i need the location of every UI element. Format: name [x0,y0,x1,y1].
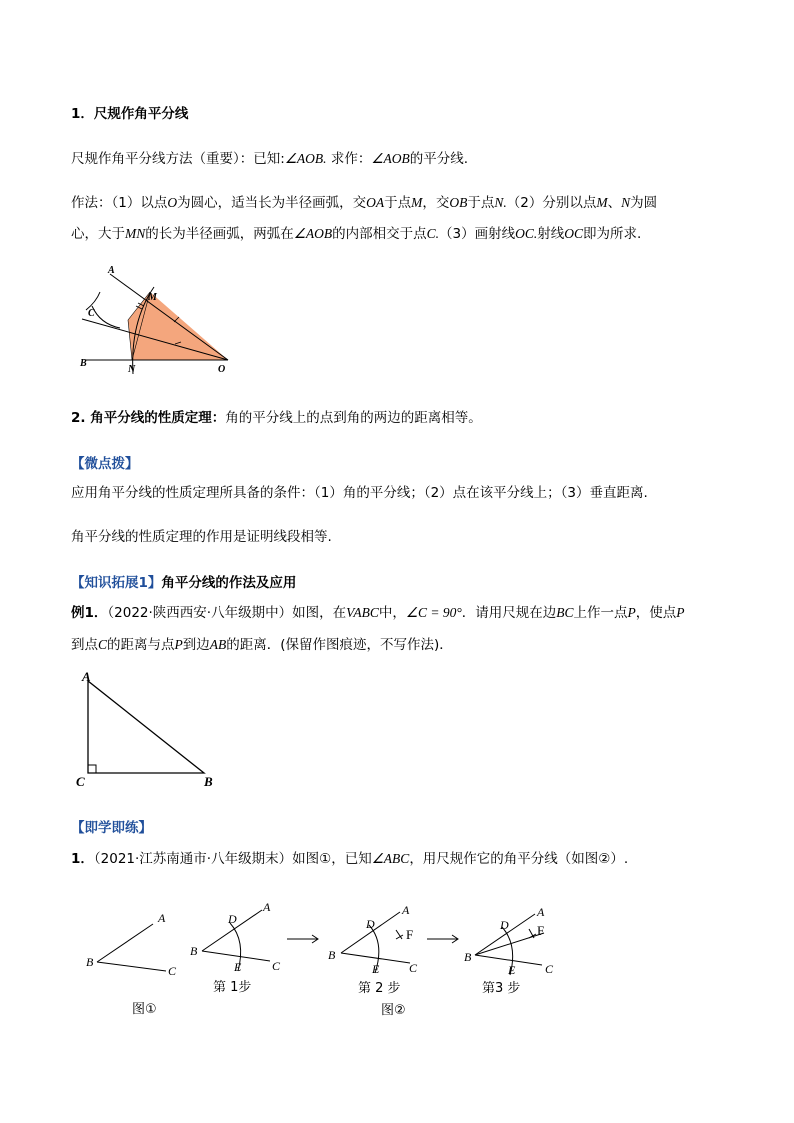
ex1-l2-c: 到边 [182,637,210,653]
ex1-l2-d: 的距离．(保留作图痕迹，不写作法)． [226,637,453,653]
example-1-line-2 [71,633,453,653]
p2-label-C: C [272,959,281,973]
method-text-c: 求作： [326,151,372,167]
steps1-N2: N [621,195,631,210]
method-line [71,147,468,167]
ex1-P: P [627,605,636,620]
practice-angle: ∠ABC [371,851,410,866]
figure-step-2 [328,903,418,976]
arrow-icon [287,935,318,943]
ex1-BC: BC [556,605,574,620]
section-1-number: 1． [71,106,94,122]
steps1-OB: OB [449,195,468,210]
example-1-line-1 [71,601,685,621]
figure-1-caption: 图① [132,1002,157,1017]
p4-label-A: A [537,905,545,919]
steps2-c: 的内部相交于点 [332,226,427,242]
tip-line-2: 角平分线的性质定理的作用是证明线段相等. [71,529,332,545]
steps1-d: ，交 [422,195,450,211]
label-N: N [128,364,136,375]
steps2-b: 的长为半径画弧，两弧在 [145,226,294,242]
p1-label-A: A [158,911,166,925]
steps2-C: C. [426,226,439,241]
tip-line-1: 应用角平分线的性质定理所具备的条件：（1）角的平分线；（2）点在该平分线上；（3）垂直距离. [71,485,648,501]
arc-from-M [92,306,120,328]
steps2-AOB: ∠AOB [293,226,333,241]
practice-line [71,847,628,867]
method-angle-1: ∠AOB. [284,151,327,166]
step-2-caption: 第 2 步 [358,981,401,996]
steps1-c: 于点 [384,195,412,211]
method-angle-2: ∠AOB [371,151,410,166]
steps2-f: 即为所求. [583,226,642,242]
extension-title: 角平分线的作法及应用 [161,575,297,591]
extension-tag: 【知识拓展1】 [71,575,162,591]
steps1-OA: OA [366,195,385,210]
label-A: A [82,669,91,684]
figure-step-3 [464,905,554,977]
method-text-a: 尺规作角平分线方法（重要）：已知: [71,151,285,167]
right-triangle-figure [72,668,222,793]
steps2-e: 射线 [537,226,565,242]
tip-tag: 【微点拨】 [71,456,139,472]
practice-tag: 【即学即练】 [71,820,152,836]
kite-fill [128,292,228,360]
section-2-line [71,406,482,426]
label-B: B [204,774,213,789]
p3-label-D: D [366,917,375,931]
right-angle-mark [88,765,96,773]
ex1-l2-P: P [174,637,183,652]
steps1-b: 为圆心，适当长为半径画弧，交 [177,195,367,211]
ex1-l2-AB: AB [209,637,227,652]
method-text-e: 的平分线. [409,151,468,167]
p3-label-A: A [402,903,410,917]
ex1-l2-b: 的距离与点 [107,637,175,653]
p3-label-C: C [409,961,418,975]
ex1-triangle: VABC [346,605,379,620]
p4-label-B: B [464,950,472,964]
label-O: O [218,364,226,375]
practice-number: 1． [71,851,94,867]
label-B: B [80,358,87,369]
example-number: 例1． [71,605,108,621]
p4-label-E: E [508,963,516,977]
steps1-M2: M [596,195,608,210]
steps-line-2 [71,222,641,242]
p1-label-B: B [86,955,94,969]
figure-1 [86,911,177,978]
steps1-M: M [411,195,423,210]
steps1-O: O [167,195,178,210]
p4-label-F: F [537,923,545,938]
p2-label-D: D [228,912,237,926]
p4-label-C: C [545,962,554,976]
steps2-d: （3）画射线 [439,226,516,242]
steps1-h: 为圆 [630,195,658,211]
p3-label-F: F [406,927,414,942]
p3-label-E: E [372,962,380,976]
ex1-text-c: ．请用尺规在边 [461,605,557,621]
figure-step-1 [190,900,281,974]
steps2-a: 心，大于 [71,226,125,242]
p3-label-B: B [328,948,336,962]
p1-label-C: C [168,964,177,978]
arrow-icon [427,935,458,943]
steps2-OC1: OC. [515,226,538,241]
section-2-text: 角的平分线上的点到角的两边的距离相等。 [225,410,482,426]
section-1-title: 尺规作角平分线 [93,106,189,122]
p4-label-D: D [500,918,509,932]
p2-label-E: E [234,960,242,974]
construction-steps-figure [70,895,570,1025]
step-3-caption: 第3 步 [482,981,521,996]
practice-text-b: ，用尺规作它的角平分线（如图②）. [409,851,629,867]
steps1-f: （2）分别以点 [506,195,597,211]
angle-bisector-figure [70,262,240,380]
steps1-N: N. [494,195,507,210]
p2-label-B: B [190,944,198,958]
extension-heading [71,571,296,591]
label-M: M [148,292,157,303]
steps-line-1 [71,191,657,211]
ex1-text-b: 中， [378,605,406,621]
ex1-l2-C: C [98,637,108,652]
ex1-text-d: 上作一点 [573,605,628,621]
label-C: C [88,308,95,319]
triangle-ABC [88,681,204,773]
ex1-text-e: ，使点 [635,605,677,621]
steps2-MN: MN [125,226,146,241]
step-1-caption: 第 1步 [213,980,252,995]
ex1-l2-a: 到点 [71,637,98,653]
ex1-angle: ∠C = 90° [405,605,462,620]
label-C: C [76,774,85,789]
ex1-text-a: （2022·陕西西安·八年级期中）如图，在 [107,605,347,621]
steps1-e: 于点 [467,195,495,211]
figure-2-caption: 图② [381,1003,406,1018]
section-1-heading [71,102,188,122]
steps1-a: 作法：（1）以点 [71,195,168,211]
label-A: A [108,265,115,276]
p2-label-A: A [263,900,271,914]
ex1-P2: P [676,605,685,620]
practice-text-a: （2021·江苏南通市·八年级期末）如图①，已知 [93,851,372,867]
steps2-OC2: OC [564,226,583,241]
section-2-title: 2. 角平分线的性质定理： [71,410,226,426]
steps1-g: 、 [607,195,622,211]
